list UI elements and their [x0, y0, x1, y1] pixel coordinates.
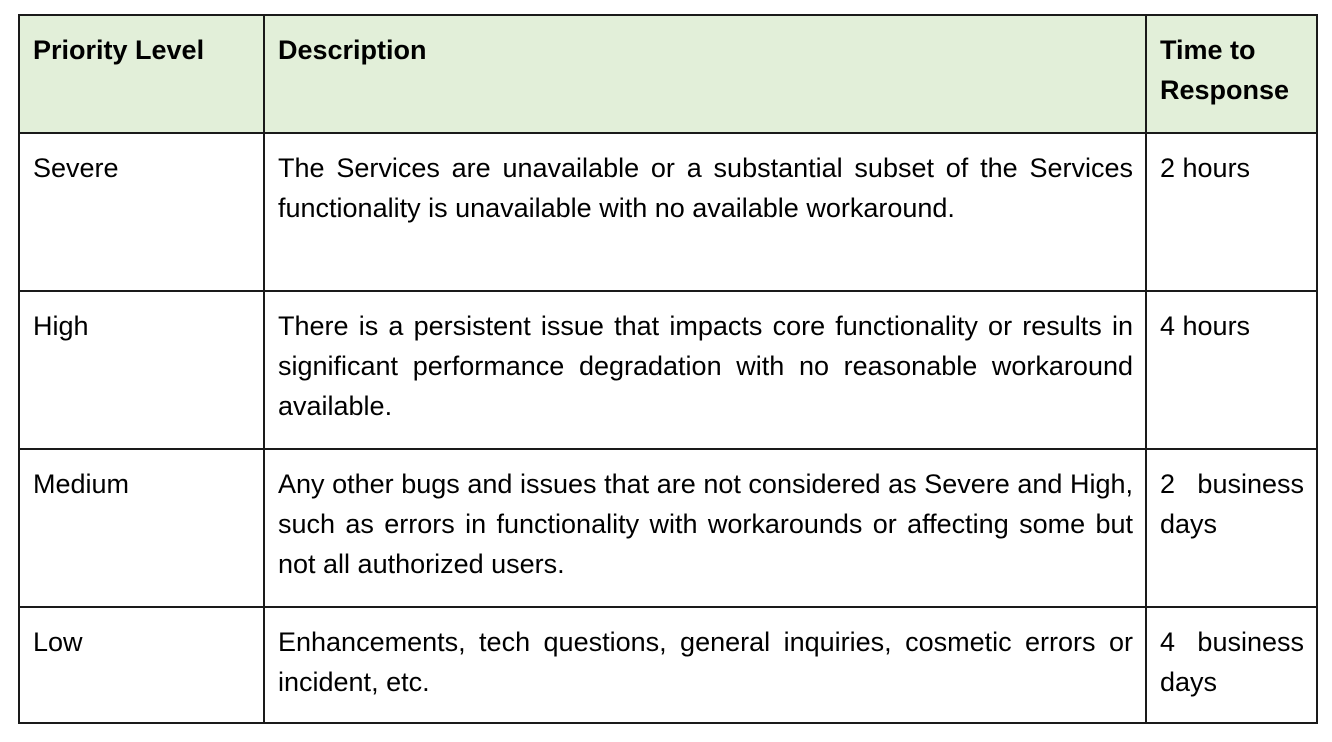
priority-cell: Low [19, 607, 264, 723]
priority-cell: Severe [19, 133, 264, 291]
header-time-to-response: Time to Response [1146, 15, 1317, 133]
header-priority-level: Priority Level [19, 15, 264, 133]
priority-cell: High [19, 291, 264, 449]
header-row [19, 15, 1317, 133]
table-row [19, 449, 1317, 607]
table-row [19, 133, 1317, 291]
response-time-cell: 4 business days [1146, 607, 1317, 723]
response-time-cell: 2 business days [1146, 449, 1317, 607]
description-cell: Any other bugs and issues that are not considered as Severe and High, such as errors in functionality with workarounds or affecting some but not all authorized users. [264, 449, 1146, 607]
description-cell: The Services are unavailable or a substantial subset of the Services functionality is unavailable with no available workaround. [264, 133, 1146, 291]
description-cell: Enhancements, tech questions, general inquiries, cosmetic errors or incident, etc. [264, 607, 1146, 723]
priority-table [18, 14, 1318, 724]
description-cell: There is a persistent issue that impacts core functionality or results in significant performance degradation with no reasonable workaround available. [264, 291, 1146, 449]
table-body [19, 133, 1317, 723]
response-time-cell: 4 hours [1146, 291, 1317, 449]
table-row [19, 607, 1317, 723]
response-time-cell: 2 hours [1146, 133, 1317, 291]
table-header [19, 15, 1317, 133]
priority-cell: Medium [19, 449, 264, 607]
table-row [19, 291, 1317, 449]
header-description: Description [264, 15, 1146, 133]
